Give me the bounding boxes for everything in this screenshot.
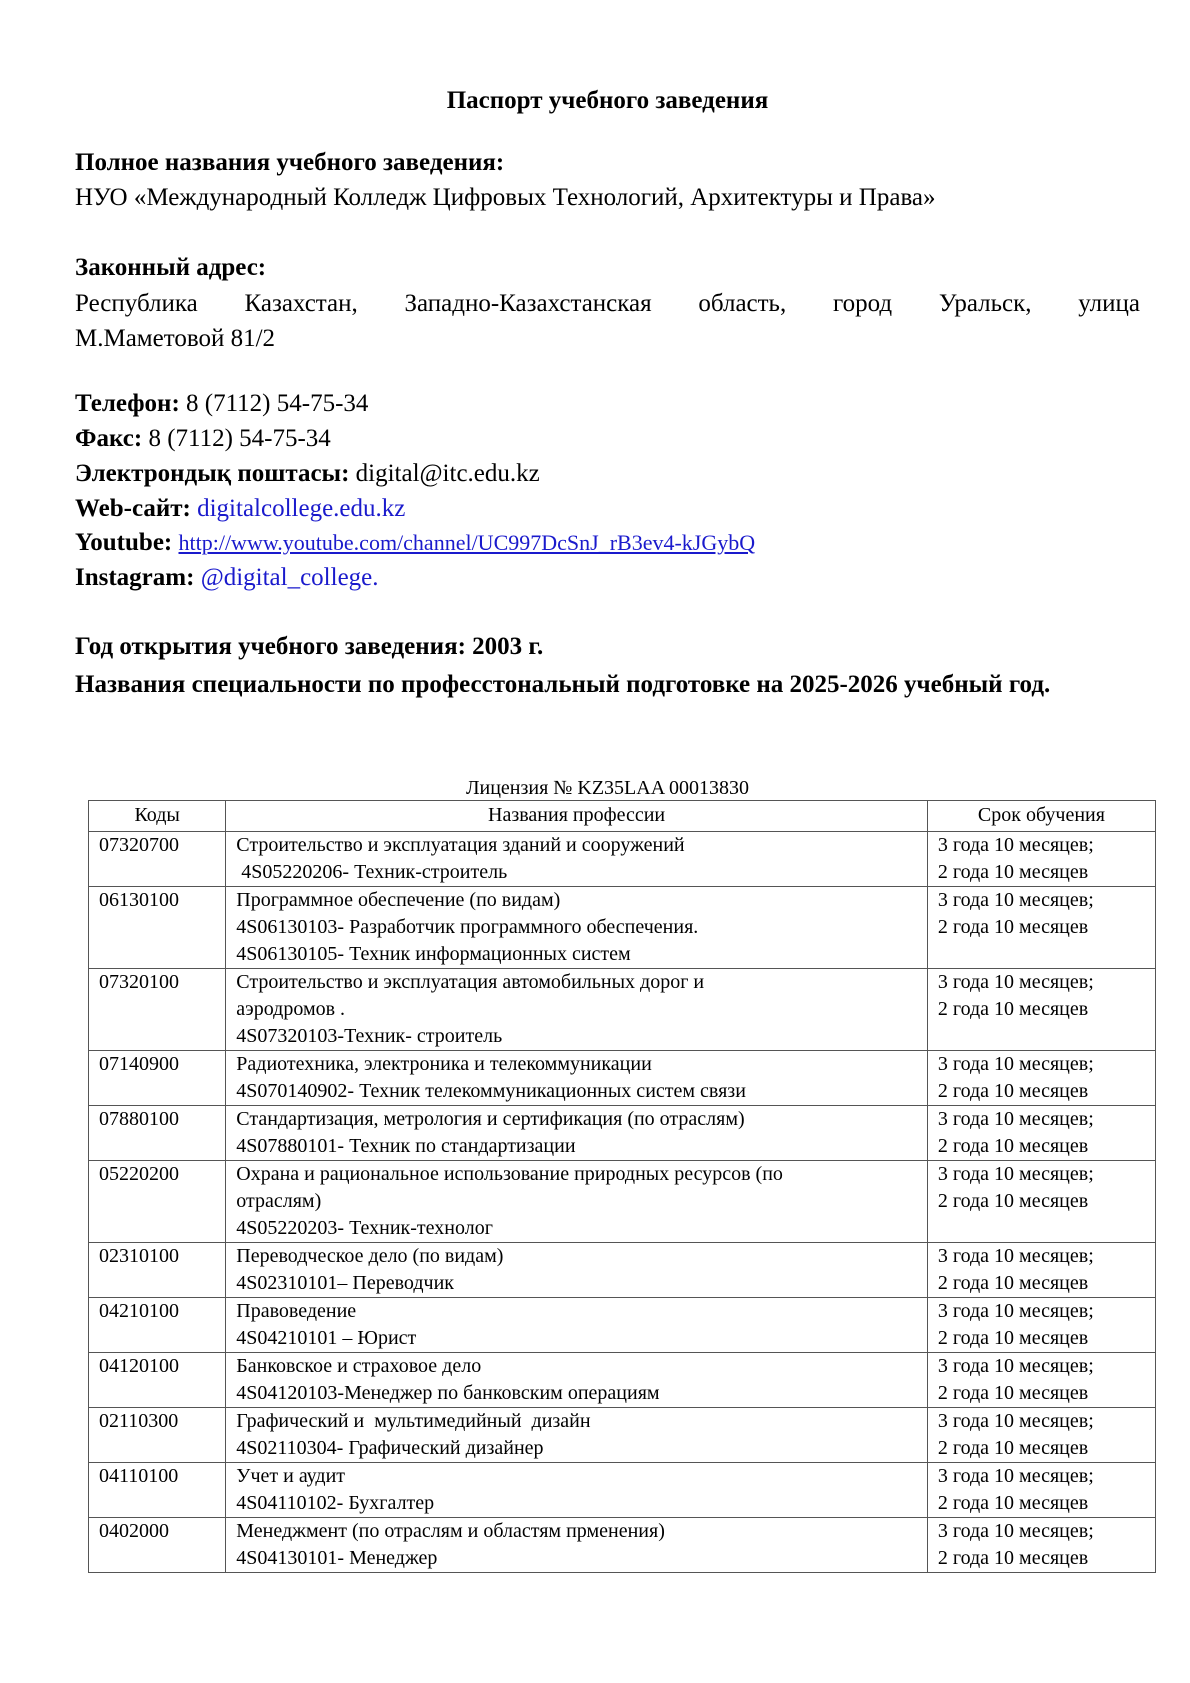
duration-option: 2 года 10 месяцев (937, 1135, 1089, 1157)
duration-option: 2 года 10 месяцев (937, 861, 1089, 883)
row-profession-name (226, 1106, 928, 1161)
row-duration (927, 1106, 1155, 1161)
duration-option: 2 года 10 месяцев (937, 1547, 1089, 1569)
row-profession-name (226, 1243, 928, 1298)
duration-option: 2 года 10 месяцев (937, 1327, 1089, 1349)
row-code: 04210100 (89, 1298, 226, 1353)
qualification-line: 4S02310101– Переводчик (236, 1272, 454, 1294)
row-profession-name (226, 1051, 928, 1106)
table-row (89, 887, 1156, 969)
row-code: 0402000 (89, 1518, 226, 1573)
email-row (75, 459, 540, 489)
specialty-title: Строительство и эксплуатация автомобильных дорог и (236, 971, 705, 993)
row-duration (927, 1463, 1155, 1518)
specialty-title: Учет и аудит (236, 1465, 346, 1487)
qualification-line: 4S07320103-Техник- строитель (236, 1025, 503, 1047)
duration-option: 3 года 10 месяцев; (937, 834, 1094, 856)
row-profession-name (226, 1408, 928, 1463)
qualification-line: отраслям) (236, 1190, 322, 1212)
duration-option: 2 года 10 месяцев (937, 1272, 1089, 1294)
row-profession-name (226, 1463, 928, 1518)
table-row (89, 832, 1156, 887)
specialty-title: Графический и мультимедийный дизайн (236, 1410, 591, 1432)
row-duration (927, 887, 1155, 969)
qualification-line: 4S05220203- Техник-технолог (236, 1217, 493, 1239)
duration-option: 3 года 10 месяцев; (937, 1520, 1094, 1542)
address-line-2: М.Маметовой 81/2 (75, 325, 276, 352)
row-code: 05220200 (89, 1161, 226, 1243)
qualification-line: 4S070140902- Техник телекоммуникационных систем связи (236, 1080, 746, 1102)
instagram-link[interactable]: @digital_college. (200, 564, 379, 591)
header-codes: Коды (89, 801, 226, 832)
duration-option: 3 года 10 месяцев; (937, 1108, 1094, 1130)
table-row (89, 969, 1156, 1051)
row-profession-name (226, 1298, 928, 1353)
phone-label: Телефон: (75, 390, 180, 417)
address-label: Законный адрес: (75, 254, 267, 281)
programs-table (88, 800, 1156, 1573)
qualification-line: 4S04130101- Менеджер (236, 1547, 438, 1569)
header-duration: Срок обучения (927, 801, 1155, 832)
website-row (75, 494, 405, 524)
phone-value: 8 (7112) 54-75-34 (179, 390, 369, 417)
table-row (89, 1298, 1156, 1353)
specialty-title: Стандартизация, метрология и сертификация (по отраслям) (236, 1108, 745, 1130)
row-code: 07320700 (89, 832, 226, 887)
license-number: Лицензия № KZ35LAA 00013830 (465, 777, 750, 799)
website-link[interactable]: digitalcollege.edu.kz (197, 495, 406, 522)
specialty-title: Охрана и рациональное использование природных ресурсов (по (236, 1163, 783, 1185)
row-duration (927, 1353, 1155, 1408)
table-row (89, 1161, 1156, 1243)
row-code: 02110300 (89, 1408, 226, 1463)
header-profession-names: Названия профессии (226, 801, 928, 832)
youtube-row (75, 528, 755, 558)
fax-value: 8 (7112) 54-75-34 (142, 425, 331, 452)
qualification-line: 4S04110102- Бухгалтер (236, 1492, 435, 1514)
row-duration (927, 969, 1155, 1051)
table-row (89, 1106, 1156, 1161)
email-label: Электрондық поштасы: (75, 460, 350, 487)
instagram-row (75, 563, 379, 593)
founded-year: Год открытия учебного заведения: 2003 г. (75, 633, 544, 660)
specialties-heading: Названия специальности по професстональный подготовке на 2025-2026 учебный год. (75, 671, 1051, 698)
row-duration (927, 1051, 1155, 1106)
duration-option: 3 года 10 месяцев; (937, 1163, 1094, 1185)
duration-option: 2 года 10 месяцев (937, 1437, 1089, 1459)
row-profession-name (226, 1353, 928, 1408)
full-name-value: НУО «Международный Колледж Цифровых Технологий, Архитектуры и Права» (75, 184, 936, 211)
row-code: 06130100 (89, 887, 226, 969)
row-duration (927, 1243, 1155, 1298)
qualification-line: 4S02110304- Графический дизайнер (236, 1437, 544, 1459)
duration-option: 2 года 10 месяцев (937, 998, 1089, 1020)
specialty-title: Банковское и страховое дело (236, 1355, 482, 1377)
row-code: 04110100 (89, 1463, 226, 1518)
duration-option: 3 года 10 месяцев; (937, 1410, 1094, 1432)
row-profession-name (226, 1161, 928, 1243)
address-line-1: Республика Казахстан, Западно-Казахстанская область, город Уральск, улица (75, 290, 1140, 317)
qualification-line: 4S04120103-Менеджер по банковским операциям (236, 1382, 660, 1404)
duration-option: 2 года 10 месяцев (937, 1492, 1089, 1514)
row-code: 02310100 (89, 1243, 226, 1298)
address-block (75, 286, 1140, 356)
duration-option: 3 года 10 месяцев; (937, 1300, 1094, 1322)
table-row (89, 1408, 1156, 1463)
qualification-line: 4S06130103- Разработчик программного обеспечения. (236, 916, 699, 938)
specialty-title: Радиотехника, электроника и телекоммуникации (236, 1053, 652, 1075)
row-code: 07880100 (89, 1106, 226, 1161)
row-duration (927, 1298, 1155, 1353)
duration-option: 2 года 10 месяцев (937, 1190, 1089, 1212)
qualification-line: 4S05220206- Техник-строитель (236, 861, 508, 883)
table-header-row (89, 801, 1156, 832)
page-title: Паспорт учебного заведения (446, 87, 769, 114)
table-row (89, 1518, 1156, 1573)
row-duration (927, 1408, 1155, 1463)
duration-option: 3 года 10 месяцев; (937, 1355, 1094, 1377)
duration-option: 2 года 10 месяцев (937, 916, 1089, 938)
row-duration (927, 832, 1155, 887)
row-duration (927, 1161, 1155, 1243)
table-row (89, 1243, 1156, 1298)
qualification-line: аэродромов . (236, 998, 346, 1020)
duration-option: 3 года 10 месяцев; (937, 1053, 1094, 1075)
duration-option: 3 года 10 месяцев; (937, 1245, 1094, 1267)
duration-option: 3 года 10 месяцев; (937, 971, 1094, 993)
table-row (89, 1051, 1156, 1106)
duration-option: 2 года 10 месяцев (937, 1080, 1089, 1102)
full-name-label: Полное названия учебного заведения: (75, 149, 505, 176)
table-row (89, 1353, 1156, 1408)
duration-option: 2 года 10 месяцев (937, 1382, 1089, 1404)
row-code: 07320100 (89, 969, 226, 1051)
specialty-title: Правоведение (236, 1300, 357, 1322)
duration-option: 3 года 10 месяцев; (937, 1465, 1094, 1487)
row-code: 04120100 (89, 1353, 226, 1408)
specialty-title: Программное обеспечение (по видам) (236, 889, 561, 911)
fax-row (75, 424, 331, 454)
website-label: Web-сайт: (75, 495, 191, 522)
row-code: 07140900 (89, 1051, 226, 1106)
row-profession-name (226, 969, 928, 1051)
duration-option: 3 года 10 месяцев; (937, 889, 1094, 911)
specialty-title: Строительство и эксплуатация зданий и сооружений (236, 834, 685, 856)
youtube-label: Youtube: (75, 529, 173, 556)
qualification-line: 4S07880101- Техник по стандартизации (236, 1135, 576, 1157)
fax-label: Факс: (75, 425, 143, 452)
qualification-line: 4S06130105- Техник информационных систем (236, 943, 631, 965)
qualification-line: 4S04210101 – Юрист (236, 1327, 417, 1349)
email-value[interactable]: digital@itc.edu.kz (349, 460, 540, 487)
instagram-label: Instagram: (75, 564, 195, 591)
table-row (89, 1463, 1156, 1518)
row-profession-name (226, 1518, 928, 1573)
phone-row (75, 389, 368, 419)
row-duration (927, 1518, 1155, 1573)
row-profession-name (226, 832, 928, 887)
table-body (89, 832, 1156, 1573)
row-profession-name (226, 887, 928, 969)
specialty-title: Менеджмент (по отраслям и областям прменения) (236, 1520, 665, 1542)
specialty-title: Переводческое дело (по видам) (236, 1245, 504, 1267)
youtube-link[interactable]: http://www.youtube.com/channel/UC997DcSnJ_rB3ev4-kJGybQ (178, 530, 756, 555)
